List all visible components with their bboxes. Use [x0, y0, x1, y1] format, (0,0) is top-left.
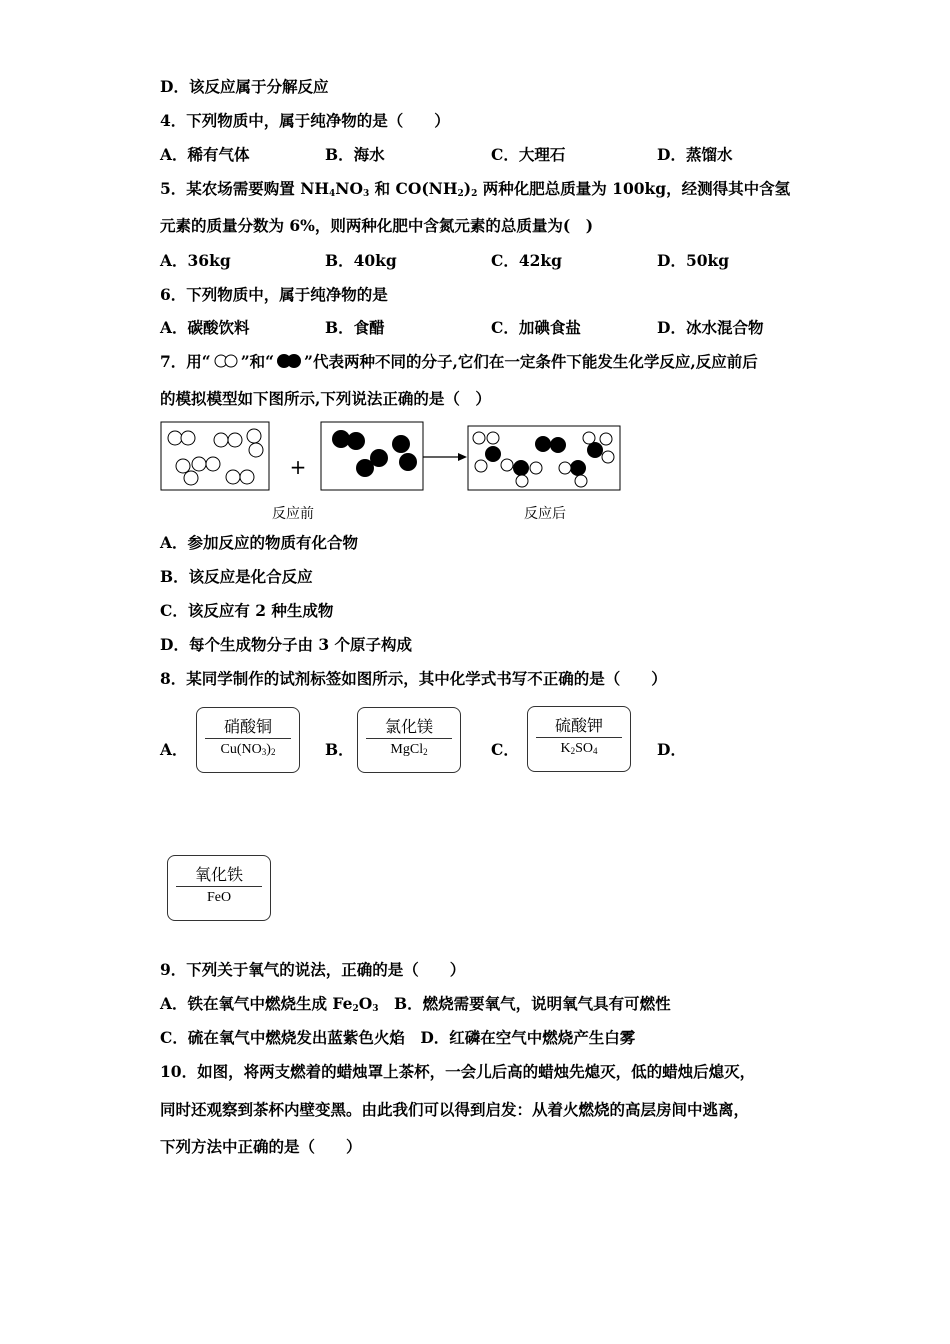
q4-stem: 4．下列物质中，属于纯净物的是（ ）: [160, 111, 450, 130]
q4-option-d: D．蒸馏水: [657, 145, 733, 164]
q3-option-d: D．该反应属于分解反应: [160, 77, 329, 96]
after-caption: 反应后: [524, 506, 566, 522]
q10-stem-line2: 同时还观察到茶杯内壁变黑。由此我们可以得到启发：从着火燃烧的高层房间中逃离，: [160, 1100, 750, 1119]
q6-option-b: B．食醋: [325, 318, 385, 337]
reaction-model-figure: [155, 418, 635, 528]
q8-option-a-letter: A．: [160, 740, 188, 759]
label-c-formula: $K_2SO_4$: [560, 741, 598, 756]
q7-option-c: C．该反应有 2 种生成物: [160, 601, 334, 620]
q6-stem: 6．下列物质中，属于纯净物的是: [160, 285, 388, 304]
q9-stem: 9．下列关于氧气的说法，正确的是（ ）: [160, 960, 466, 979]
q7-stem-line2: 的模拟模型如下图所示,下列说法正确的是（ ）: [160, 389, 491, 408]
q10-stem-line1: 10．如图，将两支燃着的蜡烛罩上茶杯，一会儿后高的蜡烛先熄灭，低的蜡烛后熄灭，: [160, 1062, 756, 1081]
q9-options-cd: C．硫在氧气中燃烧发出蓝紫色火焰 D．红磷在空气中燃烧产生白雾: [160, 1028, 636, 1047]
q4-option-a: A．稀有气体: [160, 145, 250, 164]
q8-label-c: [527, 706, 631, 772]
label-b-name: 氯化镁: [366, 714, 452, 739]
q4-option-b: B．海水: [325, 145, 385, 164]
q5-option-d: D．50kg: [657, 251, 730, 270]
q8-option-b-letter: B．: [325, 740, 354, 759]
white-molecule-icon: [211, 353, 241, 369]
q5-option-c: C．42kg: [491, 251, 562, 270]
label-a-name: 硝酸铜: [205, 714, 291, 739]
q8-label-a: [196, 707, 300, 773]
q8-label-b: [357, 707, 461, 773]
q5-stem-line2: 元素的质量分数为 6%，则两种化肥中含氮元素的总质量为( ): [160, 216, 594, 235]
q7-option-d: D．每个生成物分子由 3 个原子构成: [160, 635, 413, 654]
black-molecule-icon: [274, 353, 304, 369]
q5-stem-line1: 5．某农场需要购置 $NH_4NO_3$ 和 $CO(NH_2)_2$ 两种化肥总质量为 100kg，经测得其中含氢: [160, 179, 791, 199]
q6-option-a: A．碳酸饮料: [160, 318, 250, 337]
q5-option-b: B．40kg: [325, 251, 397, 270]
q4-option-c: C．大理石: [491, 145, 566, 164]
q9-options-ab: A．铁在氧气中燃烧生成 $Fe_2O_3$ B．燃烧需要氧气，说明氧气具有可燃性: [160, 994, 671, 1014]
q8-option-d-letter: D．: [657, 740, 686, 759]
q5-option-a: A．36kg: [160, 251, 231, 270]
label-a-formula: $Cu(NO_3)_2$: [220, 742, 276, 757]
q8-label-d: [167, 855, 271, 921]
q7-stem-line1: 7．用“ ”和“ ”代表两种不同的分子,它们在一定条件下能发生化学反应,反应前后: [160, 352, 758, 371]
q6-option-d: D．冰水混合物: [657, 318, 764, 337]
q7-option-a: A．参加反应的物质有化合物: [160, 533, 359, 552]
q6-option-c: C．加碘食盐: [491, 318, 581, 337]
label-d-name: 氧化铁: [176, 862, 262, 887]
label-b-formula: MgCl$_2$: [390, 742, 428, 757]
plus-sign: +: [289, 455, 307, 479]
label-d-formula: FeO: [206, 890, 232, 905]
label-c-name: 硫酸钾: [536, 713, 622, 738]
before-caption: 反应前: [272, 506, 314, 522]
q7-option-b: B．该反应是化合反应: [160, 567, 313, 586]
q8-option-c-letter: C．: [491, 740, 519, 759]
q8-stem: 8．某同学制作的试剂标签如图所示，其中化学式书写不正确的是（ ）: [160, 669, 667, 688]
q10-stem-line3: 下列方法中正确的是（ ）: [160, 1137, 362, 1156]
